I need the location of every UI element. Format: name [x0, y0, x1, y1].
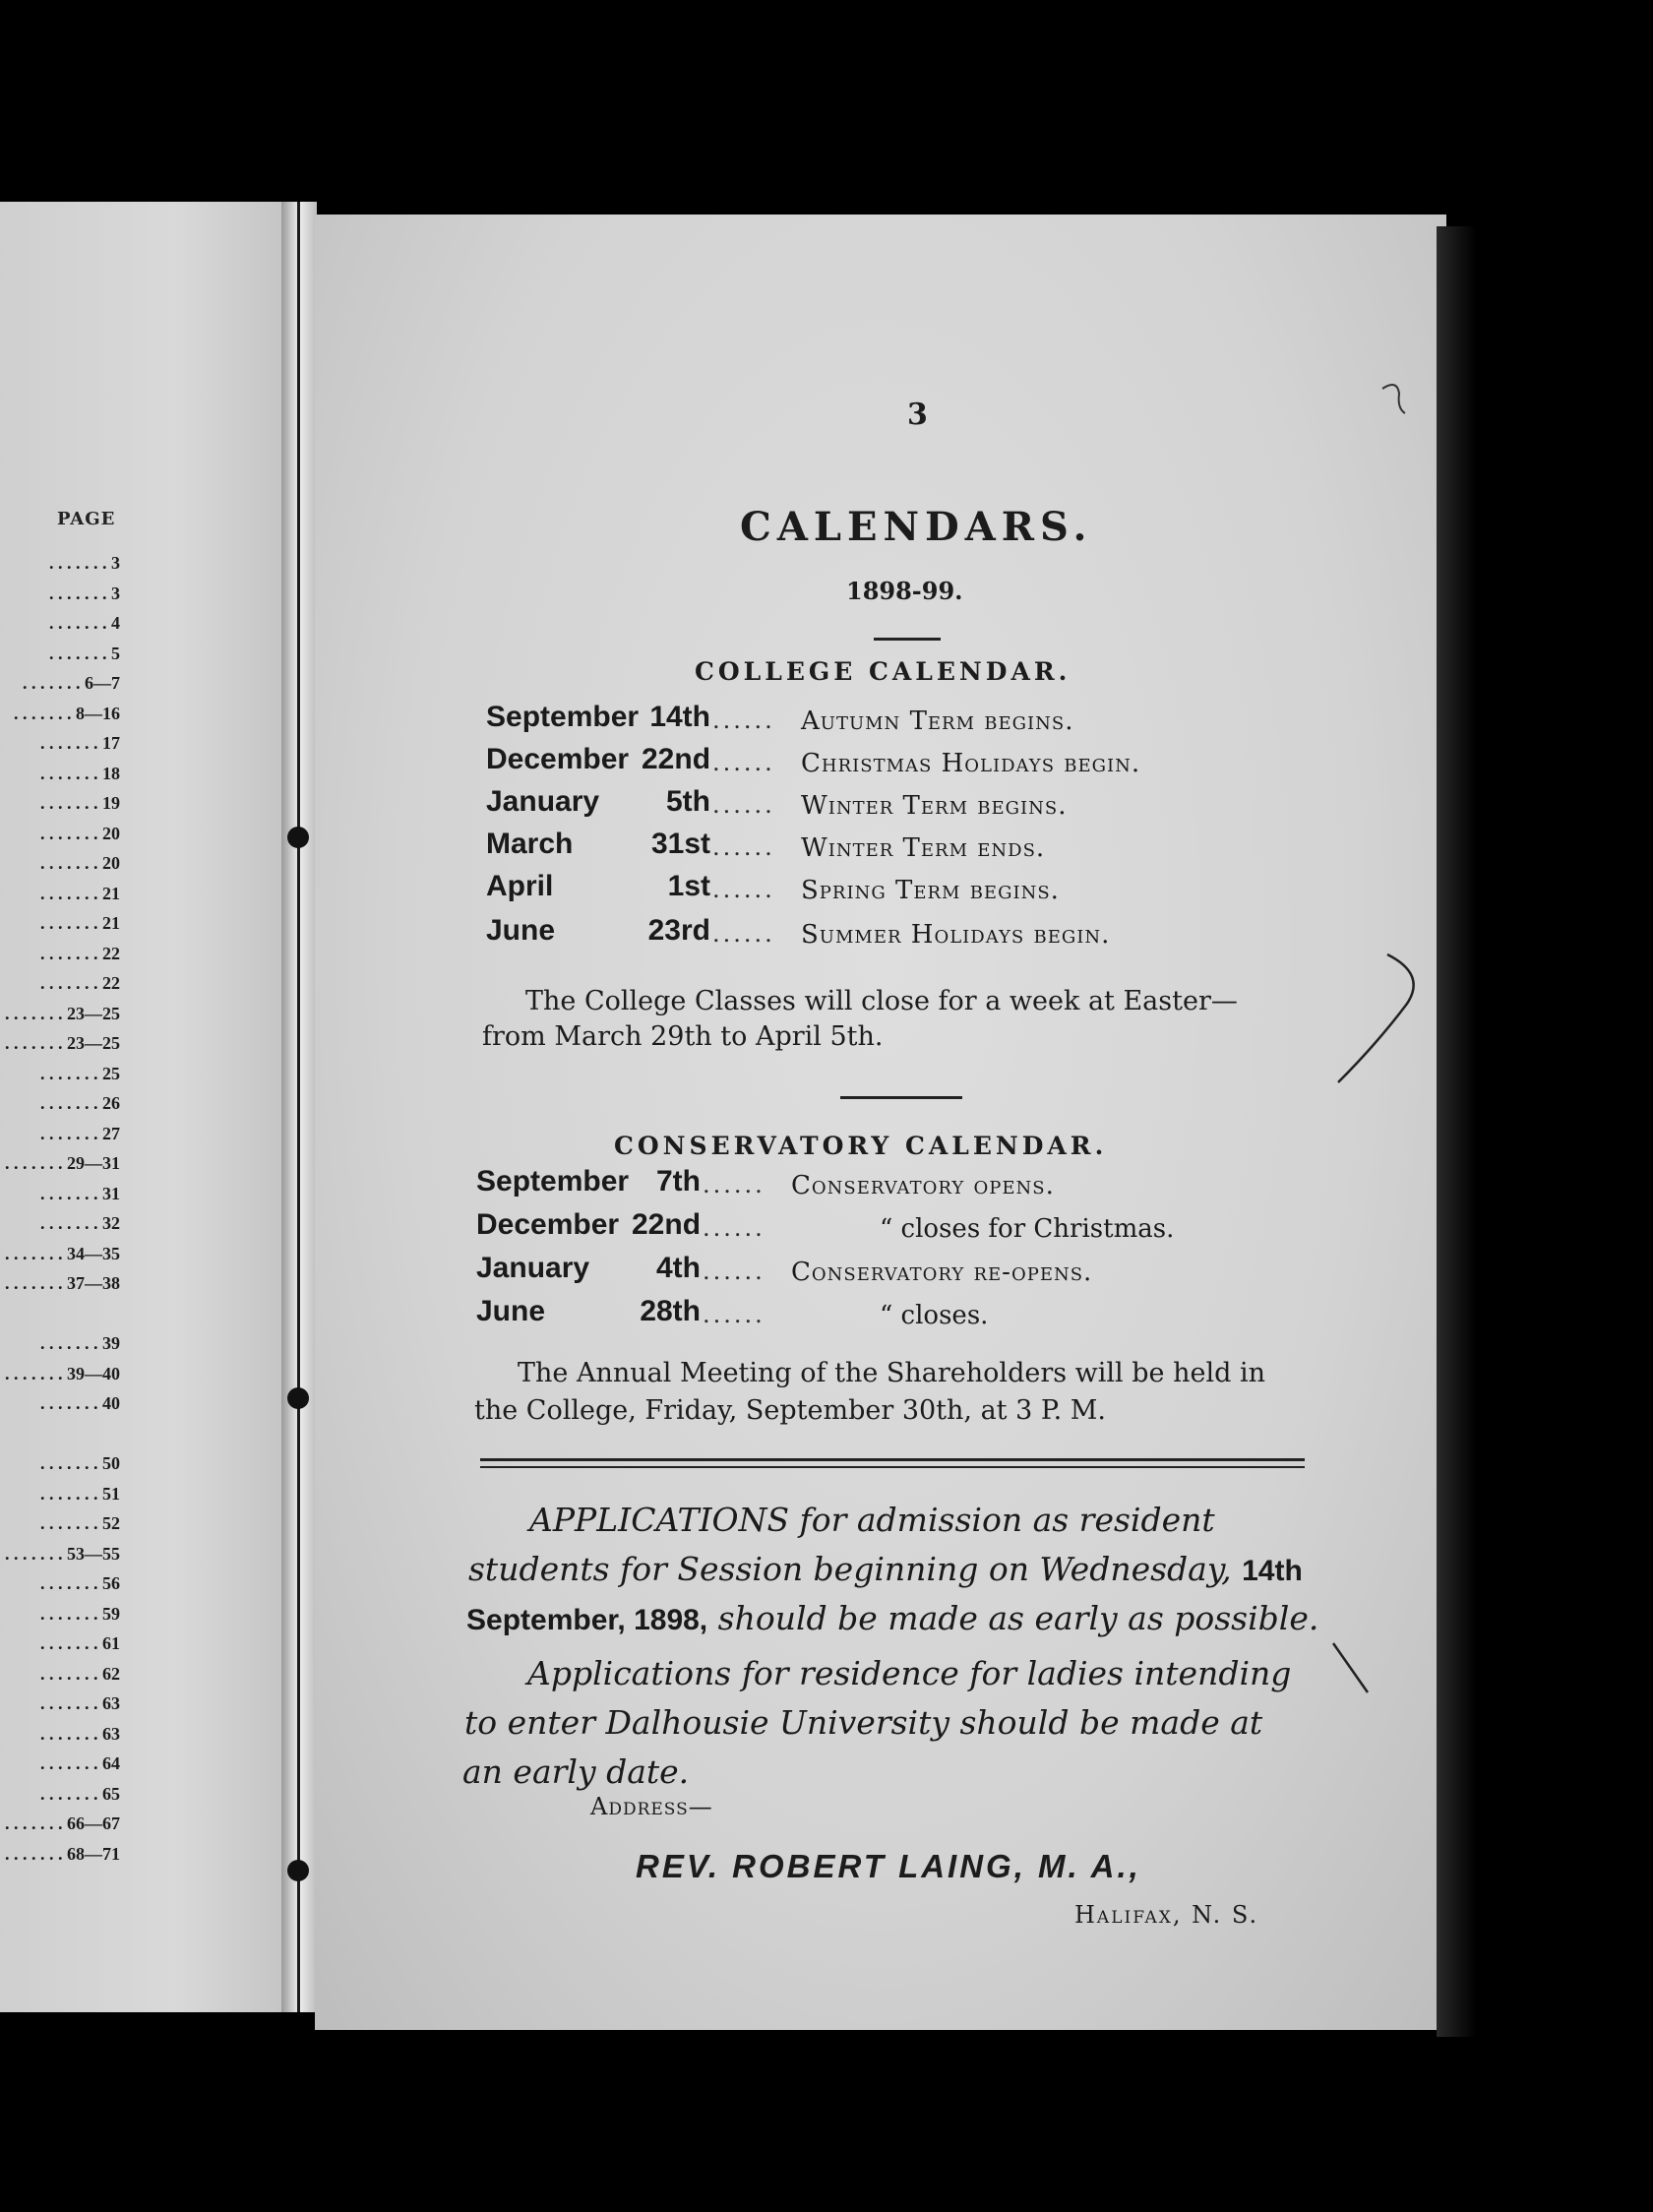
- toc-entry: . . . . . . . 31: [40, 1183, 120, 1203]
- toc-entry: . . . . . . . 34—35: [5, 1243, 120, 1263]
- page-number: 3: [907, 398, 928, 432]
- row-event: Winter Term ends.: [801, 833, 1046, 863]
- row-event: “ closes for Christmas.: [880, 1214, 1175, 1244]
- leader-dots: ......: [712, 707, 775, 734]
- address-label: Address—: [590, 1793, 713, 1820]
- meeting-note-line2: the College, Friday, September 30th, at 3 P. M.: [474, 1395, 1106, 1426]
- toc-entry: . . . . . . . 27: [40, 1123, 120, 1143]
- college-row: [486, 743, 1234, 782]
- row-event: Conservatory opens.: [791, 1171, 1055, 1200]
- applications-line2: students for Session beginning on Wednesday, 14th: [468, 1550, 1303, 1588]
- row-event: Autumn Term begins.: [801, 707, 1074, 736]
- row-event: Spring Term begins.: [801, 876, 1060, 905]
- toc-entry: . . . . . . . 3: [49, 583, 120, 603]
- row-day: 28th: [640, 1295, 701, 1327]
- toc-entry: . . . . . . . 22: [40, 943, 120, 963]
- toc-entry: . . . . . . . 62: [40, 1663, 120, 1684]
- conservatory-row: [476, 1295, 1224, 1334]
- double-rule-top: [480, 1458, 1305, 1461]
- row-month: June: [476, 1295, 546, 1327]
- row-day: 14th: [649, 701, 710, 733]
- toc-entry: . . . . . . . 32: [40, 1213, 120, 1233]
- left-page-fragment: [0, 202, 291, 2012]
- row-month: March: [486, 828, 574, 860]
- pencil-squiggle-mark: [1378, 374, 1417, 423]
- contact-city: Halifax, N. S.: [1074, 1901, 1259, 1929]
- college-row: [486, 785, 1234, 825]
- toc-entry: . . . . . . . 6—7: [23, 673, 120, 693]
- toc-entry: . . . . . . . 3: [49, 553, 120, 573]
- toc-entry: . . . . . . . 63: [40, 1723, 120, 1744]
- toc-entry: [0, 1419, 120, 1449]
- row-event: Summer Holidays begin.: [801, 920, 1111, 950]
- college-calendar-heading: COLLEGE CALENDAR.: [695, 657, 1071, 686]
- row-day: 7th: [656, 1165, 701, 1198]
- toc-entry: . . . . . . . 39: [40, 1333, 120, 1353]
- conservatory-row: [476, 1165, 1224, 1204]
- pencil-stroke-mark: [1328, 1633, 1387, 1712]
- toc-entry: . . . . . . . 37—38: [5, 1273, 120, 1293]
- toc-entry: . . . . . . . 50: [40, 1453, 120, 1473]
- pencil-bracket-mark: [1318, 945, 1437, 1092]
- leader-dots: ......: [712, 920, 775, 948]
- toc-entry: . . . . . . . 19: [40, 793, 120, 813]
- row-event: Christmas Holidays begin.: [801, 749, 1141, 778]
- toc-entry: . . . . . . . 59: [40, 1603, 120, 1624]
- leader-dots: ......: [712, 876, 775, 903]
- easter-note-line2: from March 29th to April 5th.: [482, 1021, 884, 1052]
- row-month: December: [476, 1208, 620, 1241]
- divider: [874, 638, 941, 641]
- toc-entry: . . . . . . . 40: [40, 1393, 120, 1413]
- binding-knot: [287, 1387, 309, 1409]
- conservatory-row: [476, 1208, 1224, 1248]
- college-row: [486, 828, 1234, 867]
- row-day: 31st: [650, 828, 710, 860]
- contact-name: REV. ROBERT LAING, M. A.,: [636, 1848, 1141, 1884]
- toc-entry: . . . . . . . 18: [40, 763, 120, 783]
- toc-entry: . . . . . . . 25: [40, 1063, 120, 1083]
- leader-dots: ......: [703, 1301, 765, 1328]
- leader-dots: ......: [712, 833, 775, 861]
- toc-page-header: PAGE: [57, 509, 116, 529]
- leader-dots: ......: [712, 791, 775, 819]
- row-month: December: [486, 743, 630, 775]
- toc-entry: [0, 1299, 120, 1329]
- applications-line4: Applications for residence for ladies intending: [527, 1654, 1292, 1692]
- row-month: June: [486, 914, 556, 947]
- row-month: September: [476, 1165, 630, 1198]
- toc-entry: . . . . . . . 66—67: [5, 1813, 120, 1833]
- page-edge-shadow: [1437, 226, 1476, 2037]
- toc-entry: . . . . . . . 29—31: [5, 1153, 120, 1173]
- toc-entry: . . . . . . . 56: [40, 1573, 120, 1593]
- binding-thread: [297, 202, 300, 2012]
- toc-entry: . . . . . . . 5: [49, 643, 120, 663]
- table-of-contents: [0, 548, 120, 1869]
- toc-entry: . . . . . . . 20: [40, 853, 120, 873]
- binding-knot: [287, 827, 309, 848]
- row-month: April: [486, 870, 554, 902]
- toc-entry: . . . . . . . 39—40: [5, 1363, 120, 1383]
- toc-entry: . . . . . . . 23—25: [5, 1003, 120, 1023]
- row-month: January: [486, 785, 600, 818]
- easter-note-line1: The College Classes will close for a week at Easter—: [525, 986, 1238, 1016]
- toc-entry: . . . . . . . 17: [40, 733, 120, 753]
- row-day: 22nd: [642, 743, 711, 775]
- toc-entry: . . . . . . . 68—71: [5, 1843, 120, 1864]
- applications-line1: APPLICATIONS for admission as resident: [529, 1501, 1215, 1539]
- divider: [840, 1096, 962, 1099]
- applications-line3: September, 1898, should be made as early as possible.: [466, 1599, 1319, 1637]
- college-row: [486, 870, 1234, 909]
- toc-entry: . . . . . . . 22: [40, 973, 120, 993]
- leader-dots: ......: [703, 1171, 765, 1198]
- toc-entry: . . . . . . . 26: [40, 1093, 120, 1113]
- toc-entry: . . . . . . . 65: [40, 1783, 120, 1804]
- college-row: [486, 914, 1234, 953]
- toc-entry: . . . . . . . 51: [40, 1483, 120, 1504]
- double-rule-bottom: [480, 1466, 1305, 1468]
- row-day: 5th: [666, 785, 710, 818]
- row-event: Conservatory re-opens.: [791, 1258, 1093, 1287]
- row-month: September: [486, 701, 640, 733]
- toc-entry: . . . . . . . 63: [40, 1693, 120, 1713]
- row-day: 23rd: [647, 914, 710, 947]
- meeting-note-line1: The Annual Meeting of the Shareholders will be held in: [518, 1358, 1266, 1388]
- row-event: Winter Term begins.: [801, 791, 1068, 821]
- applications-line5: to enter Dalhousie University should be made at: [464, 1703, 1263, 1742]
- toc-entry: . . . . . . . 21: [40, 913, 120, 933]
- toc-entry: . . . . . . . 21: [40, 883, 120, 903]
- toc-entry: . . . . . . . 61: [40, 1633, 120, 1653]
- leader-dots: ......: [703, 1258, 765, 1285]
- college-row: [486, 701, 1234, 740]
- row-day: 22nd: [632, 1208, 702, 1241]
- conservatory-row: [476, 1252, 1224, 1291]
- row-day: 4th: [656, 1252, 701, 1284]
- binding-knot: [287, 1860, 309, 1881]
- toc-entry: . . . . . . . 64: [40, 1753, 120, 1773]
- toc-entry: . . . . . . . 53—55: [5, 1543, 120, 1564]
- toc-entry: . . . . . . . 8—16: [14, 703, 120, 723]
- page-title: CALENDARS.: [740, 504, 1093, 550]
- leader-dots: ......: [703, 1214, 765, 1242]
- applications-line6: an early date.: [462, 1752, 690, 1791]
- academic-year: 1898-99.: [846, 577, 963, 605]
- row-day: 1st: [667, 870, 710, 902]
- toc-entry: . . . . . . . 52: [40, 1513, 120, 1533]
- row-event: “ closes.: [880, 1301, 989, 1330]
- toc-entry: . . . . . . . 20: [40, 823, 120, 843]
- conservatory-calendar-heading: CONSERVATORY CALENDAR.: [614, 1132, 1108, 1160]
- toc-entry: . . . . . . . 23—25: [5, 1033, 120, 1053]
- row-month: January: [476, 1252, 590, 1284]
- leader-dots: ......: [712, 749, 775, 776]
- toc-entry: . . . . . . . 4: [49, 613, 120, 633]
